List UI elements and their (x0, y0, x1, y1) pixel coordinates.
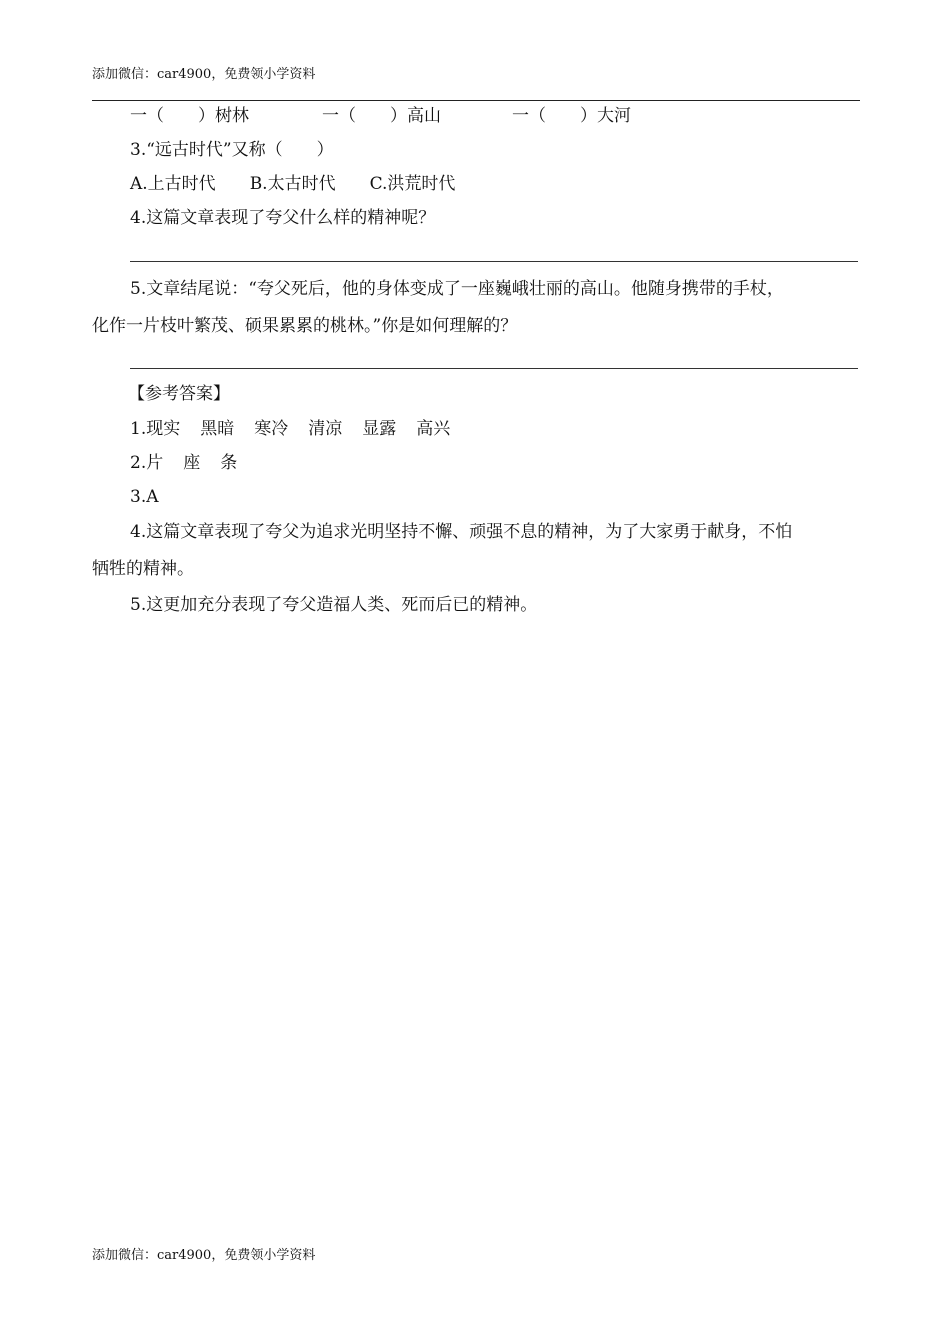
answer-2 (130, 452, 257, 474)
answer-1-item: 黑暗 (200, 419, 235, 439)
answer-1-item: 显露 (362, 419, 397, 439)
blank-prefix: 一（ (322, 106, 356, 126)
answer-1-item: 高兴 (416, 419, 451, 439)
answer-2-item: 座 (183, 453, 201, 473)
blank-suffix: ）大河 (580, 106, 631, 126)
answer-line-q4[interactable] (130, 261, 858, 262)
answer-1-item: 清凉 (308, 419, 343, 439)
blank-prefix: 一（ (130, 106, 164, 126)
answer-1-item: 1.现实 (130, 419, 181, 439)
header-divider (92, 100, 860, 101)
answer-4-line-2: 牺牲的精神。 (92, 559, 194, 579)
blank-suffix: ）高山 (390, 106, 441, 126)
header-note: 添加微信：car4900，免费领小学资料 (92, 67, 316, 82)
answer-1-item: 寒冷 (254, 419, 289, 439)
blank-item-mountain (322, 105, 441, 127)
footer-note: 添加微信：car4900，免费领小学资料 (92, 1248, 316, 1263)
option-b: B.太古时代 (249, 174, 336, 194)
answer-1 (130, 418, 470, 440)
answer-2-item: 2.片 (130, 453, 164, 473)
answer-line-q5[interactable] (130, 368, 858, 369)
question-5-line-2: 化作一片枝叶繁茂、硕果累累的桃林。”你是如何理解的？ (92, 316, 518, 336)
question-4: 4.这篇文章表现了夸父什么样的精神呢？ (130, 208, 436, 228)
question-5-line-1: 5.文章结尾说：“夸父死后，他的身体变成了一座巍峨壮丽的高山。他随身携带的手杖， (130, 279, 784, 299)
answer-3: 3.A (130, 487, 159, 507)
answer-2-item: 条 (220, 453, 238, 473)
option-a: A.上古时代 (130, 174, 216, 194)
blank-item-trees (130, 105, 249, 127)
question-3-options (130, 173, 489, 195)
blank-suffix: ）树林 (198, 106, 249, 126)
question-3: 3.“远古时代”又称（ ） (130, 140, 334, 160)
answers-heading: 【参考答案】 (128, 384, 230, 404)
blank-prefix: 一（ (512, 106, 546, 126)
blank-item-river (512, 105, 631, 127)
answer-4-line-1: 4.这篇文章表现了夸父为追求光明坚持不懈、顽强不息的精神，为了大家勇于献身，不怕 (130, 522, 793, 542)
option-c: C.洪荒时代 (369, 174, 456, 194)
answer-5: 5.这更加充分表现了夸父造福人类、死而后已的精神。 (130, 595, 538, 615)
